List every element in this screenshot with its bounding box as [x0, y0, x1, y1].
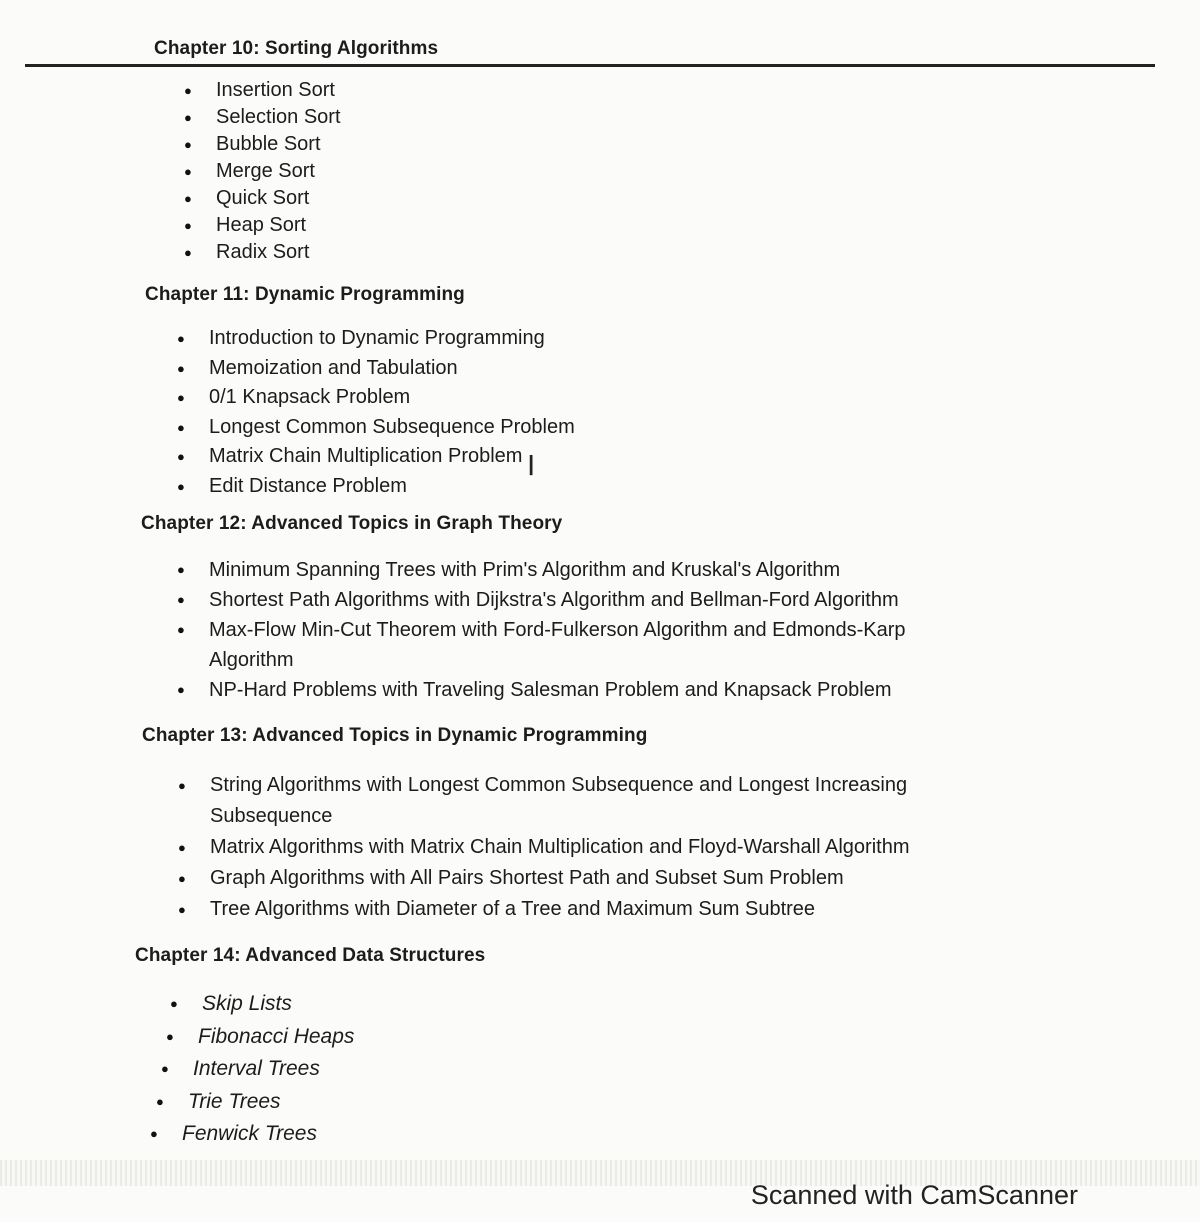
list-item: ● Quick Sort [216, 185, 341, 212]
list-item: ● Edit Distance Problem [209, 472, 575, 502]
list-item: ● Max-Flow Min-Cut Theorem with Ford-Fulkerson Algorithm and Edmonds-Karp Algorithm [209, 615, 969, 675]
list-item: ● Interval Trees [193, 1053, 349, 1086]
list-item: ● Radix Sort [216, 239, 341, 266]
chapter-11-list [209, 324, 575, 501]
list-item: ● Merge Sort [216, 158, 341, 185]
list-item: ● Fenwick Trees [182, 1118, 338, 1151]
list-item: ● Tree Algorithms with Diameter of a Tree and Maximum Sum Subtree [210, 894, 1010, 925]
list-item: ● Graph Algorithms with All Pairs Shortest Path and Subset Sum Problem [210, 863, 1010, 894]
chapter-13-list [210, 770, 1010, 925]
camscanner-watermark: Scanned with CamScanner [750, 1180, 1078, 1210]
list-item: ● Introduction to Dynamic Programming [209, 324, 575, 354]
list-item: ● Minimum Spanning Trees with Prim's Algorithm and Kruskal's Algorithm [209, 555, 969, 585]
list-item: ● Matrix Algorithms with Matrix Chain Multiplication and Floyd-Warshall Algorithm [210, 832, 1010, 863]
text-cursor-icon: I [527, 449, 536, 482]
chapter-12-title: Chapter 12: Advanced Topics in Graph Theory [141, 513, 563, 534]
list-item: ● Heap Sort [216, 212, 341, 239]
chapter-14-list [182, 988, 355, 1151]
list-item: ● String Algorithms with Longest Common Subsequence and Longest Increasing Subsequence [210, 770, 970, 832]
list-item: ● NP-Hard Problems with Traveling Salesman Problem and Knapsack Problem [209, 675, 969, 705]
list-item: ● Shortest Path Algorithms with Dijkstra's Algorithm and Bellman-Ford Algorithm [209, 585, 969, 615]
list-item: ● Trie Trees [188, 1086, 344, 1119]
chapter-10-title: Chapter 10: Sorting Algorithms [154, 38, 439, 59]
chapter-10-list [216, 77, 341, 266]
header-rule [25, 64, 1155, 67]
chapter-11-title: Chapter 11: Dynamic Programming [145, 284, 465, 305]
list-item: ● Fibonacci Heaps [198, 1021, 354, 1054]
list-item: ● Matrix Chain Multiplication Problem [209, 442, 575, 472]
list-item: ● Insertion Sort [216, 77, 341, 104]
list-item: ● Selection Sort [216, 104, 341, 131]
chapter-14-title: Chapter 14: Advanced Data Structures [135, 945, 486, 966]
list-item: ● 0/1 Knapsack Problem [209, 383, 575, 413]
chapter-13-title: Chapter 13: Advanced Topics in Dynamic Programming [142, 725, 648, 746]
list-item: ● Longest Common Subsequence Problem [209, 413, 575, 443]
list-item: ● Bubble Sort [216, 131, 341, 158]
chapter-12-list [209, 555, 969, 705]
list-item: ● Memoization and Tabulation [209, 354, 575, 384]
list-item: ● Skip Lists [202, 988, 358, 1021]
